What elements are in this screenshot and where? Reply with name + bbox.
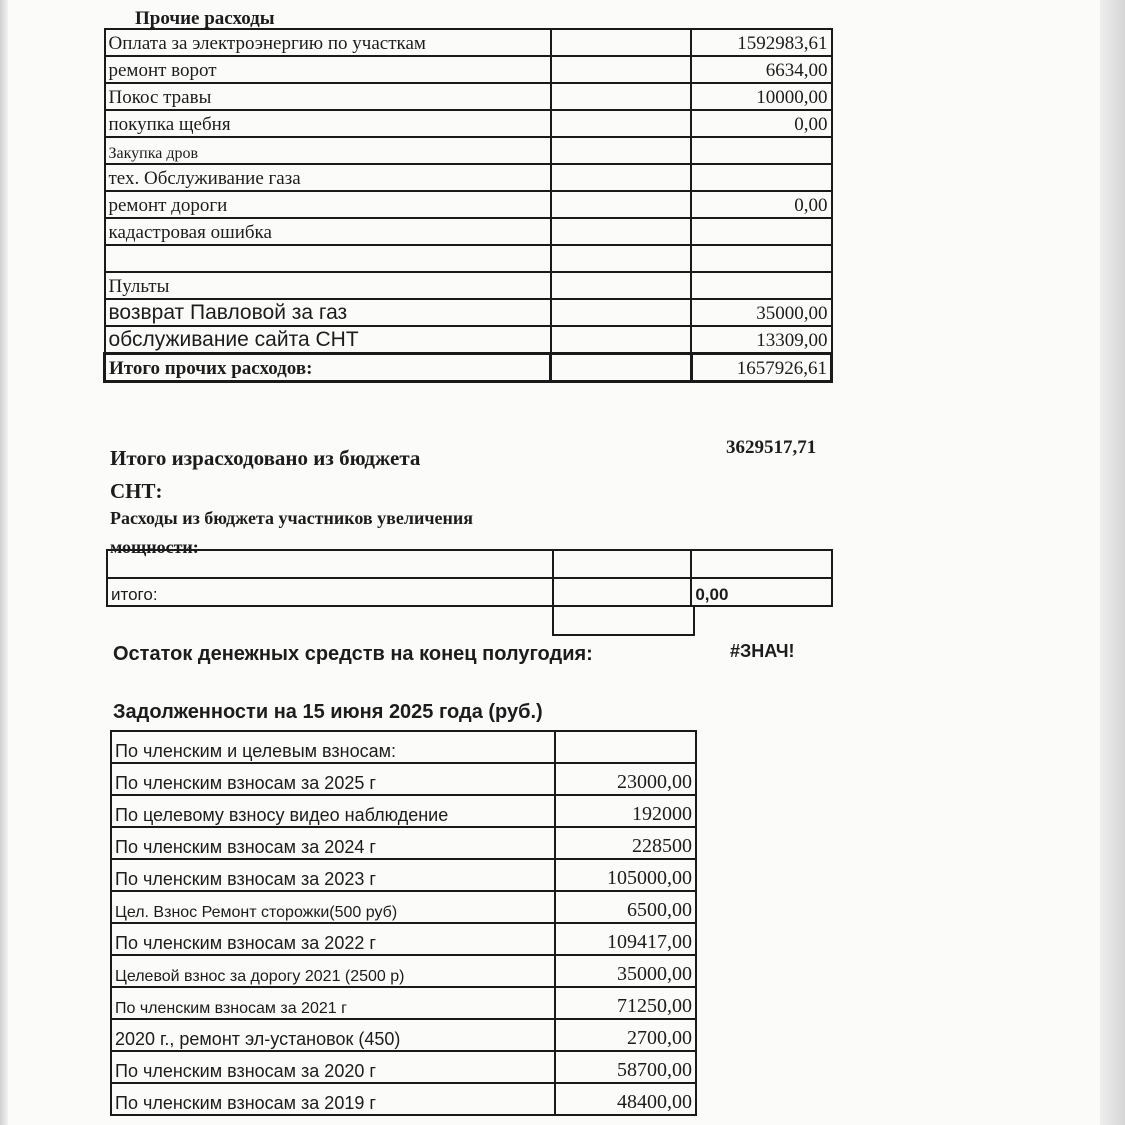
expense-value: 35000,00 — [691, 299, 831, 326]
debt-value: 105000,00 — [555, 859, 696, 891]
expense-value — [691, 218, 831, 245]
table-cell — [553, 550, 692, 578]
table-row — [111, 731, 696, 763]
debt-label: По членским взносам за 2023 г — [111, 859, 555, 891]
expense-label: Оплата за электроэнергию по участкам — [105, 29, 551, 56]
balance-value: #ЗНАЧ! — [730, 641, 795, 661]
table-row — [105, 299, 832, 326]
debt-value: 6500,00 — [555, 891, 696, 923]
expense-value — [691, 164, 831, 191]
debt-label: Цел. Взнос Ремонт сторожки(500 руб) — [111, 891, 555, 923]
debt-value: 228500 — [555, 827, 696, 859]
expense-value — [691, 245, 831, 272]
table-row — [111, 763, 696, 795]
table-cell — [551, 191, 691, 218]
table-cell — [551, 272, 691, 299]
table-cell — [551, 299, 691, 326]
table-row — [105, 245, 832, 272]
table-cell — [551, 245, 691, 272]
expense-value: 0,00 — [691, 191, 831, 218]
debt-label: По членским взносам за 2025 г — [111, 763, 555, 795]
debt-value: 35000,00 — [555, 955, 696, 987]
expense-value — [691, 137, 831, 164]
debt-value: 48400,00 — [555, 1083, 696, 1115]
debt-label: По целевому взносу видео наблюдение — [111, 795, 555, 827]
table-cell — [551, 326, 691, 354]
empty-cell — [552, 607, 695, 636]
expense-value — [691, 272, 831, 299]
other-expenses-table — [103, 28, 833, 383]
table-row — [111, 987, 696, 1019]
table-cell — [551, 110, 691, 137]
table-row — [105, 29, 832, 56]
table-row — [111, 827, 696, 859]
budget-total-label: Итого израсходовано из бюджета СНТ: — [110, 446, 421, 503]
other-total-label: Итого прочих расходов: — [105, 354, 551, 382]
debt-label: По членским взносам за 2019 г — [111, 1083, 555, 1115]
expense-label: Пульты — [105, 272, 551, 299]
table-cell — [551, 164, 691, 191]
table-cell — [553, 578, 692, 606]
expense-value: 1592983,61 — [691, 29, 831, 56]
budget-total-value: 3629517,71 — [726, 437, 817, 458]
debt-label: По членским взносам за 2021 г — [111, 987, 555, 1019]
expense-label: ремонт дороги — [105, 191, 551, 218]
debt-value: 192000 — [555, 795, 696, 827]
table-row — [105, 83, 832, 110]
expense-label: кадастровая ошибка — [105, 218, 551, 245]
expense-value: 10000,00 — [691, 83, 831, 110]
debt-label: Целевой взнос за дорогу 2021 (2500 р) — [111, 955, 555, 987]
table-row — [107, 550, 832, 578]
debt-value: 109417,00 — [555, 923, 696, 955]
expense-label: Закупка дров — [105, 137, 551, 164]
table-row — [111, 859, 696, 891]
table-row — [105, 137, 832, 164]
table-cell — [551, 218, 691, 245]
table-cell — [551, 354, 691, 382]
table-row — [105, 272, 832, 299]
table-row — [111, 891, 696, 923]
table-row — [105, 326, 832, 354]
table-row — [107, 578, 832, 606]
debt-label: 2020 г., ремонт эл-установок (450) — [111, 1019, 555, 1051]
other-expenses-title: Прочие расходы — [135, 8, 275, 29]
debt-value — [555, 731, 696, 763]
expense-label: тех. Обслуживание газа — [105, 164, 551, 191]
debt-label: По членским взносам за 2022 г — [111, 923, 555, 955]
expense-value: 6634,00 — [691, 56, 831, 83]
table-cell — [551, 137, 691, 164]
table-row — [111, 923, 696, 955]
debts-title: Задолженности на 15 июня 2025 года (руб.) — [113, 701, 543, 723]
expense-label: Покос травы — [105, 83, 551, 110]
table-cell — [551, 29, 691, 56]
table-row — [111, 955, 696, 987]
table-row — [105, 354, 832, 382]
expense-label: обслуживание сайта СНТ — [105, 326, 551, 354]
table-cell — [691, 550, 832, 578]
expense-value: 13309,00 — [691, 326, 831, 354]
table-row — [111, 1051, 696, 1083]
power-total-label: итого: — [107, 578, 553, 606]
debt-value: 2700,00 — [555, 1019, 696, 1051]
debt-label: По членским взносам за 2024 г — [111, 827, 555, 859]
table-row — [105, 56, 832, 83]
expense-value: 0,00 — [691, 110, 831, 137]
debt-value: 71250,00 — [555, 987, 696, 1019]
table-cell — [551, 83, 691, 110]
table-row — [111, 795, 696, 827]
expense-label: покупка щебня — [105, 110, 551, 137]
table-row — [105, 191, 832, 218]
debt-label: По членским взносам за 2020 г — [111, 1051, 555, 1083]
table-row — [105, 218, 832, 245]
expense-label: ремонт ворот — [105, 56, 551, 83]
paper-left-edge — [0, 0, 8, 1125]
power-increase-table — [106, 549, 833, 607]
balance-label: Остаток денежных средств на конец полугодия: — [113, 643, 593, 665]
debts-table — [110, 730, 697, 1116]
table-row — [111, 1019, 696, 1051]
table-cell — [107, 550, 553, 578]
table-row — [105, 164, 832, 191]
debt-label: По членским и целевым взносам: — [111, 731, 555, 763]
debt-value: 58700,00 — [555, 1051, 696, 1083]
table-row — [105, 110, 832, 137]
table-cell — [551, 56, 691, 83]
paper-right-shadow — [1100, 0, 1125, 1125]
power-increase-label: Расходы из бюджета участников увеличения мощности: — [110, 508, 473, 557]
expense-label: возврат Павловой за газ — [105, 299, 551, 326]
expense-label — [105, 245, 551, 272]
debt-value: 23000,00 — [555, 763, 696, 795]
other-total-value: 1657926,61 — [691, 354, 831, 382]
power-total-value: 0,00 — [691, 578, 832, 606]
table-row — [111, 1083, 696, 1115]
